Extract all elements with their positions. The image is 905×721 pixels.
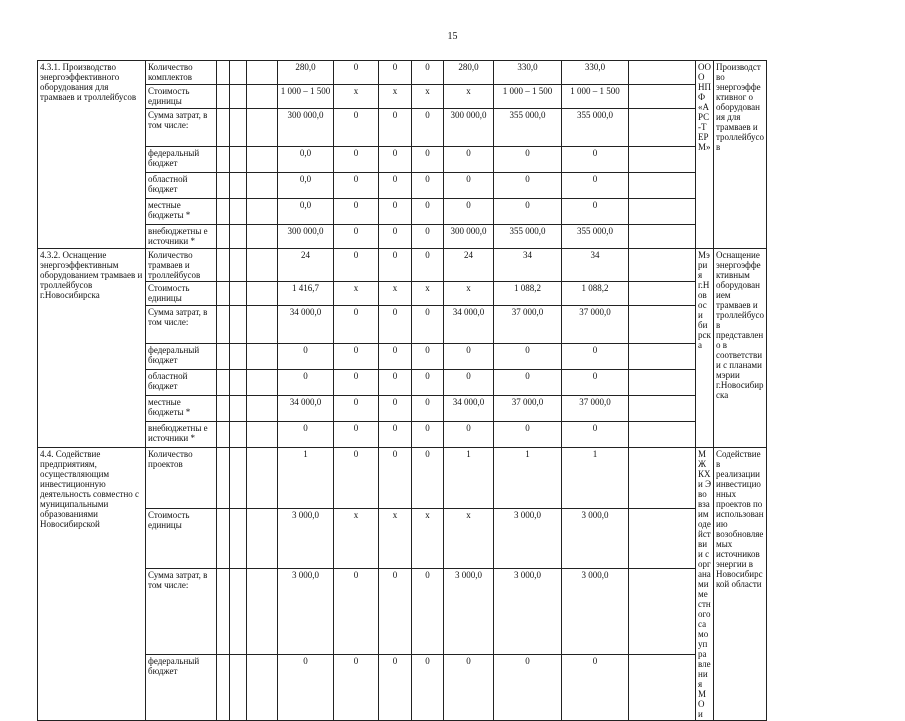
empty-cell [247,508,278,569]
empty-cell [629,173,696,199]
empty-cell [247,282,278,306]
empty-cell [629,199,696,225]
value-cell: 0 [379,249,412,282]
empty-cell [217,249,230,282]
value-cell: 0 [494,422,562,448]
value-cell: 3 000,0 [494,508,562,569]
value-cell: 0 [412,569,444,655]
empty-cell [629,109,696,147]
value-cell: 0 [379,448,412,509]
value-cell: 0 [412,344,444,370]
empty-cell [230,569,247,655]
value-cell: 0 [379,569,412,655]
value-cell: 24 [278,249,334,282]
section-code: 4.3.1. Производство энергоэффективного оборудования для трамваев и троллейбусов [38,61,146,249]
value-cell: 0 [494,655,562,721]
empty-cell [230,173,247,199]
row-label: внебюджетны е источники * [146,422,217,448]
value-cell: 300 000,0 [278,225,334,249]
empty-cell [629,655,696,721]
value-cell: 34 [562,249,629,282]
empty-cell [247,173,278,199]
value-cell: 1 [278,448,334,509]
row-label: Сумма затрат, в том числе: [146,109,217,147]
empty-cell [247,344,278,370]
value-cell: 0 [562,422,629,448]
value-cell: 0 [494,199,562,225]
empty-cell [217,370,230,396]
value-cell: 1 000 – 1 500 [562,85,629,109]
value-cell: 3 000,0 [494,569,562,655]
value-cell: 0 [379,199,412,225]
value-cell: 0 [444,147,494,173]
value-cell: 0 [444,344,494,370]
value-cell: 0 [562,370,629,396]
empty-cell [230,508,247,569]
value-cell: 0 [412,109,444,147]
value-cell: 0 [444,655,494,721]
empty-cell [230,147,247,173]
value-cell: х [334,282,379,306]
empty-cell [217,569,230,655]
value-cell: 0 [494,173,562,199]
empty-cell [629,85,696,109]
empty-cell [629,569,696,655]
value-cell: 0 [412,61,444,85]
empty-cell [217,508,230,569]
value-cell: 355 000,0 [494,225,562,249]
empty-cell [247,249,278,282]
value-cell: 0 [334,569,379,655]
value-cell: 0 [334,396,379,422]
table-row [38,448,869,509]
value-cell: 0 [412,306,444,344]
empty-cell [247,147,278,173]
empty-cell [217,306,230,344]
empty-cell [217,344,230,370]
value-cell: 0 [334,147,379,173]
empty-cell [230,422,247,448]
value-cell: 1 088,2 [562,282,629,306]
value-cell: х [412,85,444,109]
empty-cell [247,61,278,85]
row-label: областной бюджет [146,370,217,396]
row-label: федеральный бюджет [146,147,217,173]
value-cell: х [444,85,494,109]
value-cell: 0 [412,396,444,422]
empty-cell [217,225,230,249]
value-cell: 0 [334,655,379,721]
row-label: Сумма затрат, в том числе: [146,306,217,344]
empty-cell [247,422,278,448]
value-cell: х [334,85,379,109]
empty-cell [629,422,696,448]
value-cell: 0 [412,225,444,249]
value-cell: 1 416,7 [278,282,334,306]
value-cell: 0 [379,422,412,448]
value-cell: 0 [334,422,379,448]
empty-cell [629,370,696,396]
value-cell: 0 [334,109,379,147]
value-cell: 0 [334,173,379,199]
value-cell: 0 [412,199,444,225]
value-cell: 0 [412,422,444,448]
value-cell: 0 [379,344,412,370]
value-cell: 3 000,0 [444,569,494,655]
value-cell: 0 [562,147,629,173]
row-label: федеральный бюджет [146,655,217,721]
empty-cell [230,655,247,721]
result-cell: Оснащение энергоэффективным оборудованием трамваев и троллейбусов представлено в соответствии с планами мэрии г.Новосибирска [714,249,767,448]
row-label: Стоимость единицы [146,85,217,109]
value-cell: 0 [278,344,334,370]
value-cell: х [379,282,412,306]
empty-cell [230,61,247,85]
value-cell: 37 000,0 [494,306,562,344]
empty-cell [230,199,247,225]
value-cell: 330,0 [494,61,562,85]
value-cell: 1 088,2 [494,282,562,306]
value-cell: 355 000,0 [494,109,562,147]
value-cell: 1 [562,448,629,509]
empty-cell [217,655,230,721]
empty-cell [629,147,696,173]
empty-cell [247,569,278,655]
value-cell: 0 [379,396,412,422]
value-cell: 1 [444,448,494,509]
value-cell: 34 000,0 [444,306,494,344]
empty-cell [217,147,230,173]
executor-cell: ООО НПФ «АРС-ТЕРМ» [696,61,714,249]
empty-cell [217,396,230,422]
value-cell: 330,0 [562,61,629,85]
value-cell: 0 [412,249,444,282]
executor-cell: МЖКХи Э во взаимоде йствии с органами местного самоупра вления МО и [696,448,714,721]
empty-cell [247,85,278,109]
value-cell: 34 [494,249,562,282]
empty-cell [217,448,230,509]
empty-cell [230,109,247,147]
value-cell: 3 000,0 [278,508,334,569]
empty-cell [629,61,696,85]
value-cell: 24 [444,249,494,282]
value-cell: 1 000 – 1 500 [494,85,562,109]
value-cell: 0 [412,147,444,173]
value-cell: 3 000,0 [562,508,629,569]
value-cell: 3 000,0 [562,569,629,655]
value-cell: 0 [412,448,444,509]
row-label: областной бюджет [146,173,217,199]
row-label: Стоимость единицы [146,508,217,569]
value-cell: 37 000,0 [562,306,629,344]
empty-cell [230,306,247,344]
value-cell: 0 [412,370,444,396]
empty-cell [217,109,230,147]
empty-cell [230,85,247,109]
empty-cell [230,249,247,282]
program-table [37,60,869,721]
section-code: 4.3.2. Оснащение энергоэффективным оборудованием трамваев и троллейбусов г.Новосибирска [38,249,146,448]
value-cell: 0 [444,370,494,396]
value-cell: 0 [334,370,379,396]
value-cell: 0 [334,61,379,85]
value-cell: 0 [379,225,412,249]
value-cell: х [444,508,494,569]
row-label: Количество трамваев и троллейбусов [146,249,217,282]
value-cell: 34 000,0 [278,396,334,422]
section-code: 4.4. Содействие предприятиям, осуществляющим инвестиционную деятельность совместно с муниципальными образованиями Новосибирской [38,448,146,721]
value-cell: 0 [278,655,334,721]
value-cell: 37 000,0 [562,396,629,422]
value-cell: 0 [379,61,412,85]
value-cell: 0 [444,173,494,199]
value-cell: 0,0 [278,199,334,225]
value-cell: 0 [278,422,334,448]
value-cell: 0 [444,422,494,448]
empty-cell [230,396,247,422]
empty-cell [247,109,278,147]
row-label: местные бюджеты * [146,396,217,422]
empty-cell [247,396,278,422]
empty-cell [230,370,247,396]
value-cell: 0 [412,173,444,199]
empty-cell [230,282,247,306]
value-cell: х [412,282,444,306]
value-cell: 0 [379,370,412,396]
value-cell: 0 [379,109,412,147]
value-cell: 0 [494,344,562,370]
value-cell: 0 [334,448,379,509]
value-cell: 0 [562,344,629,370]
empty-cell [247,655,278,721]
value-cell: 0 [379,655,412,721]
row-label: Количество комплектов [146,61,217,85]
value-cell: 0 [334,225,379,249]
value-cell: 355 000,0 [562,225,629,249]
result-cell: Содействие в реализации инвестиционных проектов по использованию возобновляемых источников энергии в Новосибирской области [714,448,767,721]
empty-cell [230,225,247,249]
value-cell: 0 [334,344,379,370]
page-number: 15 [447,31,458,42]
row-label: местные бюджеты * [146,199,217,225]
row-label: федеральный бюджет [146,344,217,370]
empty-cell [247,225,278,249]
value-cell: 0 [379,306,412,344]
value-cell: 3 000,0 [278,569,334,655]
row-label: внебюджетны е источники * [146,225,217,249]
value-cell: 355 000,0 [562,109,629,147]
value-cell: 0 [494,147,562,173]
value-cell: 0,0 [278,147,334,173]
empty-cell [247,306,278,344]
empty-cell [247,199,278,225]
value-cell: 0 [562,173,629,199]
value-cell: 1 000 – 1 500 [278,85,334,109]
result-cell: Производство энергоэффективног о оборудования для трамваев и троллейбусов [714,61,767,249]
empty-cell [629,249,696,282]
table-row [38,249,869,282]
empty-cell [629,448,696,509]
value-cell: 34 000,0 [444,396,494,422]
row-label: Сумма затрат, в том числе: [146,569,217,655]
value-cell: 0 [334,199,379,225]
value-cell: 280,0 [444,61,494,85]
empty-cell [247,448,278,509]
value-cell: х [412,508,444,569]
empty-cell [217,422,230,448]
value-cell: 0 [494,370,562,396]
empty-cell [217,173,230,199]
value-cell: х [334,508,379,569]
empty-cell [629,396,696,422]
value-cell: 300 000,0 [444,109,494,147]
value-cell: х [444,282,494,306]
value-cell: 280,0 [278,61,334,85]
empty-cell [629,282,696,306]
value-cell: 1 [494,448,562,509]
row-label: Количество проектов [146,448,217,509]
empty-cell [217,85,230,109]
value-cell: 34 000,0 [278,306,334,344]
table-row [38,61,869,85]
row-label: Стоимость единицы [146,282,217,306]
value-cell: 300 000,0 [444,225,494,249]
empty-cell [629,225,696,249]
executor-cell: Мэрия г.Новоси бирска [696,249,714,448]
value-cell: 0 [278,370,334,396]
empty-cell [629,306,696,344]
empty-cell [629,344,696,370]
value-cell: 300 000,0 [278,109,334,147]
empty-cell [247,370,278,396]
value-cell: 0 [334,249,379,282]
empty-cell [629,508,696,569]
value-cell: х [379,508,412,569]
value-cell: х [379,85,412,109]
empty-cell [230,344,247,370]
empty-cell [217,282,230,306]
value-cell: 0 [562,655,629,721]
value-cell: 0 [334,306,379,344]
value-cell: 0 [562,199,629,225]
value-cell: 37 000,0 [494,396,562,422]
empty-cell [230,448,247,509]
empty-cell [217,61,230,85]
value-cell: 0 [444,199,494,225]
value-cell: 0,0 [278,173,334,199]
value-cell: 0 [379,173,412,199]
empty-cell [217,199,230,225]
value-cell: 0 [379,147,412,173]
value-cell: 0 [412,655,444,721]
